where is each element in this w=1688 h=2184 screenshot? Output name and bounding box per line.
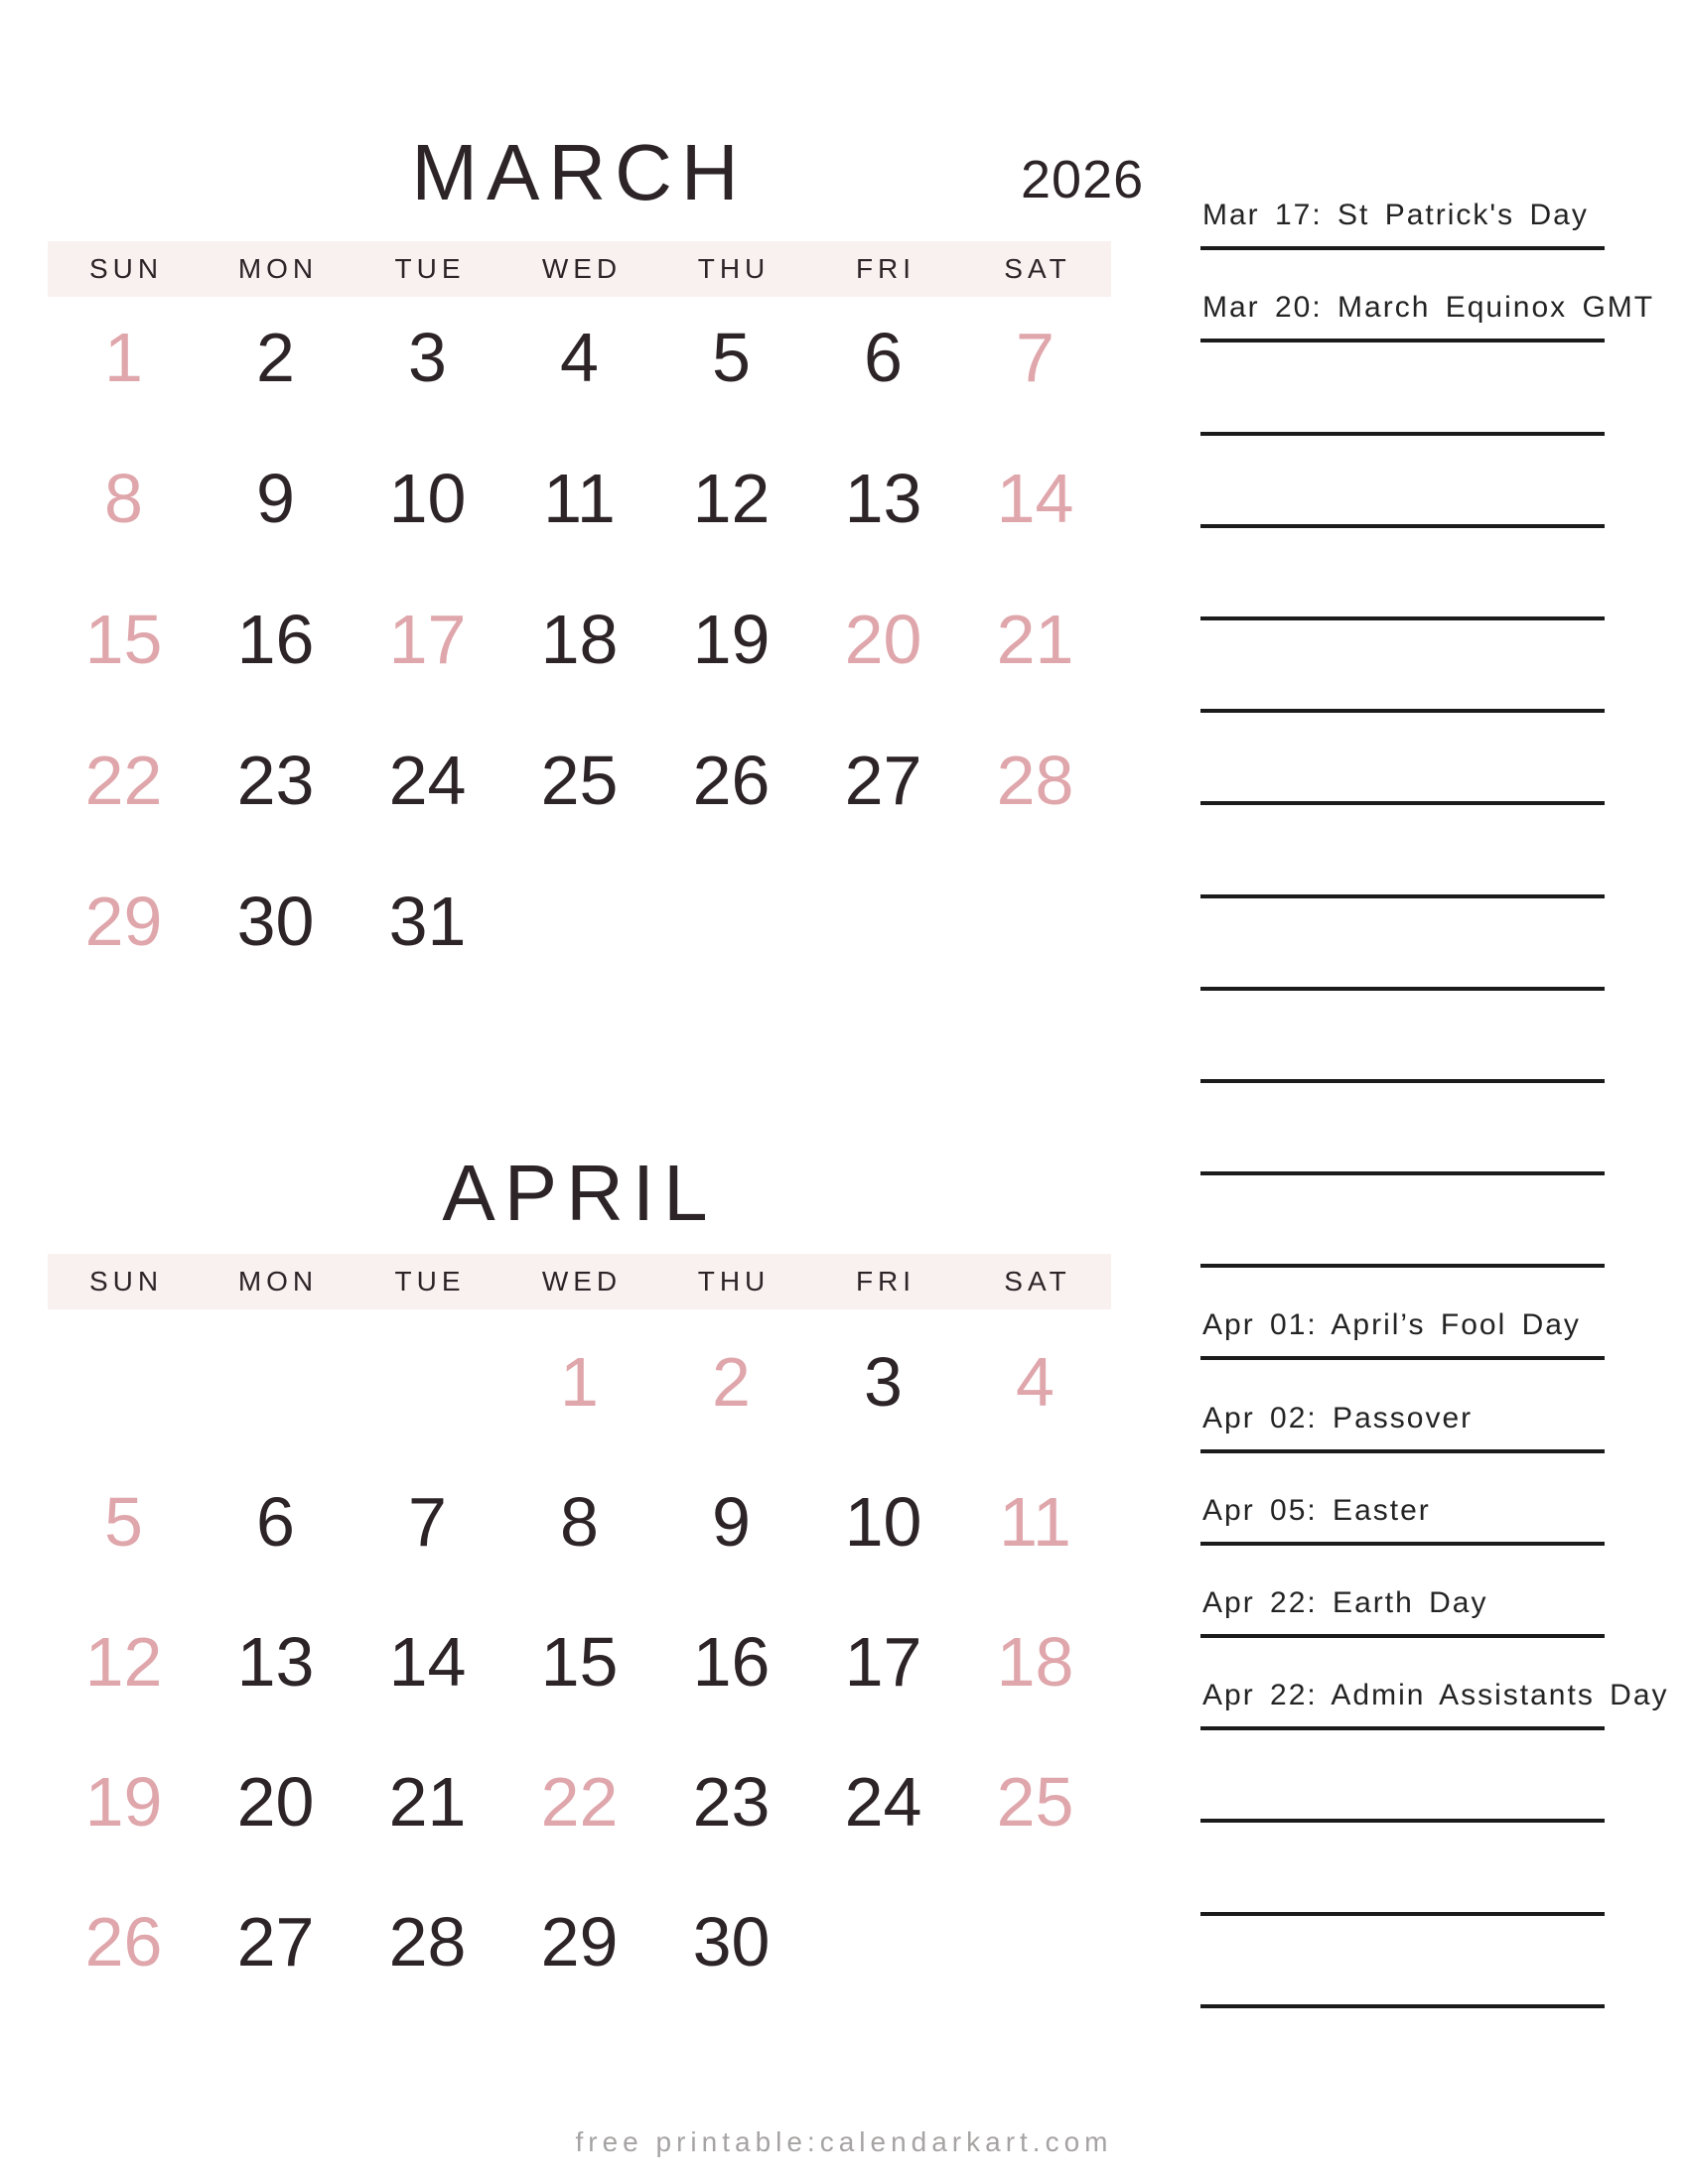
day-cell: 12: [84, 1622, 163, 1701]
day-cell: 2: [256, 319, 295, 396]
day-cell: 21: [996, 601, 1074, 678]
note-label: Apr 22: Earth Day: [1202, 1586, 1488, 1619]
weekday-label: SUN: [88, 1266, 164, 1297]
note-label: Mar 20: March Equinox GMT: [1202, 291, 1655, 325]
weekday-label: FRI: [855, 1266, 916, 1297]
note-row: [1200, 1823, 1605, 1915]
day-cell: 31: [388, 883, 467, 960]
day-cell: 19: [692, 601, 771, 678]
day-cell-empty: [807, 1871, 959, 2011]
note-row: [1200, 991, 1605, 1083]
note-label: [1200, 418, 1202, 432]
march-day-grid: [48, 287, 1111, 992]
note-row: [1200, 1360, 1605, 1452]
day-cell: 3: [864, 1342, 903, 1421]
day-cell: 27: [236, 1902, 315, 1980]
note-row: [1200, 620, 1605, 713]
day-cell: 29: [84, 883, 163, 960]
note-row: [1200, 805, 1605, 897]
day-cell: 17: [844, 1622, 922, 1701]
day-cell: 24: [844, 1762, 922, 1841]
day-cell: 5: [104, 1482, 143, 1561]
note-label: Apr 02: Passover: [1202, 1401, 1474, 1434]
note-row: [1200, 1083, 1605, 1175]
day-cell: 10: [844, 1482, 922, 1561]
day-cell: 18: [540, 601, 619, 678]
day-cell: 21: [388, 1762, 467, 1841]
note-row: [1200, 436, 1605, 528]
april-title: APRIL: [442, 1149, 717, 1237]
day-cell: 11: [543, 460, 616, 537]
day-cell: 17: [388, 601, 467, 678]
note-label: [1200, 1990, 1202, 2004]
day-cell: 22: [84, 742, 163, 819]
day-cell: 6: [864, 319, 903, 396]
day-cell: 15: [84, 601, 163, 678]
april-day-grid: [48, 1311, 1111, 2011]
weekday-label: SAT: [1004, 1266, 1071, 1297]
day-cell-empty: [352, 1311, 503, 1451]
day-cell: 15: [540, 1622, 619, 1701]
note-label: [1200, 1158, 1202, 1171]
note-row: [1200, 1730, 1605, 1823]
day-cell-empty: [200, 1311, 352, 1451]
weekday-label: FRI: [855, 253, 916, 284]
day-cell-empty: [807, 851, 959, 992]
day-cell: 26: [84, 1902, 163, 1980]
weekday-label: MON: [237, 253, 319, 284]
day-cell: 8: [104, 460, 143, 537]
note-label: [1200, 787, 1202, 801]
day-cell: 5: [712, 319, 751, 396]
weekday-label: THU: [697, 253, 771, 284]
day-cell: 16: [692, 1622, 771, 1701]
note-label: Apr 22: Admin Assistants Day: [1202, 1679, 1669, 1712]
notes-column: [1200, 158, 1669, 2008]
day-cell-empty: [959, 1871, 1111, 2011]
weekday-label: TUE: [394, 253, 466, 284]
note-label: [1200, 695, 1202, 709]
note-label: [1200, 1250, 1202, 1264]
day-cell: 8: [560, 1482, 599, 1561]
note-row: [1200, 713, 1605, 805]
day-cell: 3: [408, 319, 447, 396]
day-cell: 11: [999, 1482, 1071, 1561]
day-cell: 16: [236, 601, 315, 678]
day-cell-empty: [655, 851, 807, 992]
day-cell: 18: [996, 1622, 1074, 1701]
day-cell: 7: [1016, 319, 1055, 396]
day-cell: 27: [844, 742, 922, 819]
day-cell-empty: [503, 851, 655, 992]
weekday-label: SAT: [1004, 253, 1071, 284]
note-row: [1200, 1638, 1669, 1730]
note-label: [1200, 510, 1202, 524]
day-cell: 13: [236, 1622, 315, 1701]
day-cell: 6: [256, 1482, 295, 1561]
day-cell: 1: [104, 319, 143, 396]
day-cell: 9: [256, 460, 295, 537]
note-row: [1200, 898, 1605, 991]
weekday-label: SUN: [88, 253, 164, 284]
day-cell: 28: [388, 1902, 467, 1980]
day-cell: 30: [236, 883, 315, 960]
day-cell-empty: [48, 1311, 200, 1451]
day-cell: 4: [1016, 1342, 1055, 1421]
weekday-label: WED: [541, 253, 623, 284]
note-label: [1200, 1898, 1202, 1912]
day-cell: 1: [560, 1342, 599, 1421]
day-cell: 14: [388, 1622, 467, 1701]
note-row: [1200, 1916, 1605, 2008]
day-cell: 23: [236, 742, 315, 819]
note-row: [1200, 528, 1605, 620]
weekday-label: TUE: [394, 1266, 466, 1297]
day-cell: 30: [692, 1902, 771, 1980]
weekday-label: MON: [237, 1266, 319, 1297]
day-cell: 13: [844, 460, 922, 537]
note-row: [1200, 1453, 1605, 1546]
note-row: [1200, 1175, 1605, 1268]
day-cell: 24: [388, 742, 467, 819]
day-cell: 22: [540, 1762, 619, 1841]
day-cell: 26: [692, 742, 771, 819]
day-cell: 19: [84, 1762, 163, 1841]
day-cell: 4: [560, 319, 599, 396]
day-cell: 28: [996, 742, 1074, 819]
weekday-label: WED: [541, 1266, 623, 1297]
note-row: [1200, 158, 1605, 250]
march-title: MARCH: [411, 128, 748, 216]
note-label: [1200, 1805, 1202, 1819]
note-label: [1200, 973, 1202, 987]
note-label: Apr 05: Easter: [1202, 1493, 1431, 1527]
note-row: [1200, 342, 1605, 435]
note-label: Apr 01: April’s Fool Day: [1202, 1308, 1581, 1342]
day-cell: 7: [408, 1482, 447, 1561]
day-cell: 2: [712, 1342, 751, 1421]
day-cell: 20: [236, 1762, 315, 1841]
april-weekday-header: [48, 1254, 1111, 1309]
day-cell: 10: [388, 460, 467, 537]
day-cell: 25: [996, 1762, 1074, 1841]
note-label: [1200, 881, 1202, 894]
day-cell: 9: [712, 1482, 751, 1561]
day-cell: 25: [540, 742, 619, 819]
day-cell-empty: [959, 851, 1111, 992]
note-label: Mar 17: St Patrick's Day: [1202, 199, 1589, 232]
day-cell: 12: [692, 460, 771, 537]
note-row: [1200, 1268, 1605, 1360]
note-row: [1200, 250, 1655, 342]
note-label: [1200, 1065, 1202, 1079]
day-cell: 14: [996, 460, 1074, 537]
day-cell: 29: [540, 1902, 619, 1980]
weekday-label: THU: [697, 1266, 771, 1297]
note-row: [1200, 1546, 1605, 1638]
footer-credit: free printable:calendarkart.com: [575, 2126, 1113, 2157]
day-cell: 20: [844, 601, 922, 678]
day-cell: 23: [692, 1762, 771, 1841]
note-label: [1200, 603, 1202, 616]
year-label: 2026: [1021, 150, 1145, 209]
